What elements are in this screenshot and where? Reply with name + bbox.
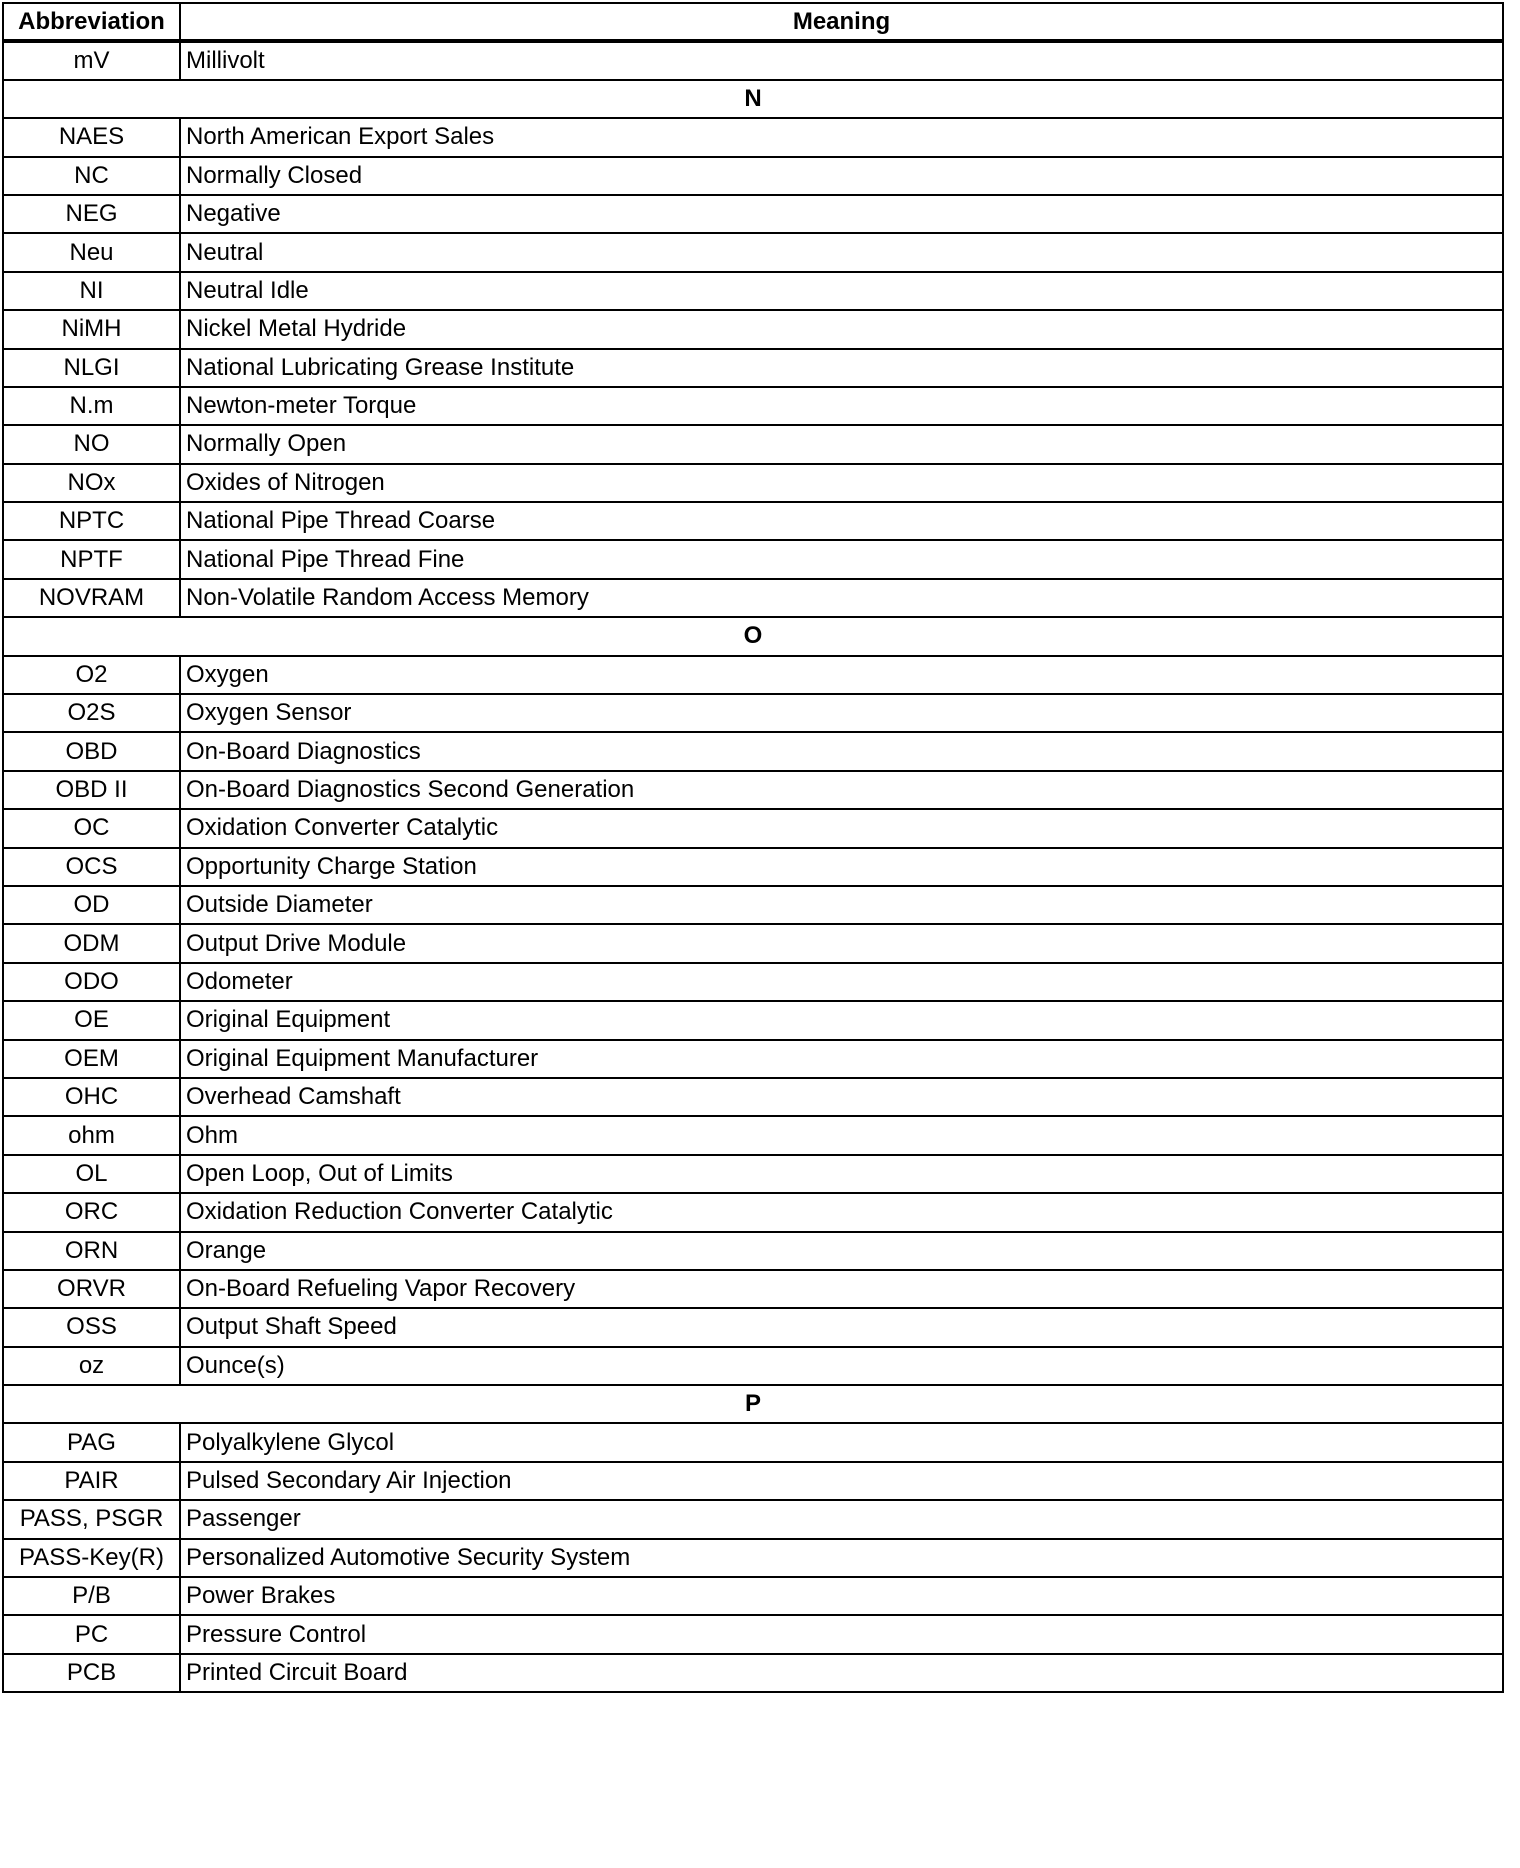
section-letter: N bbox=[3, 80, 1503, 118]
meaning-cell: Oxygen Sensor bbox=[180, 694, 1503, 732]
meaning-cell: National Lubricating Grease Institute bbox=[180, 349, 1503, 387]
table-row bbox=[3, 1654, 1503, 1692]
meaning-cell: Negative bbox=[180, 195, 1503, 233]
meaning-cell: Pulsed Secondary Air Injection bbox=[180, 1462, 1503, 1500]
abbreviation-cell: PAG bbox=[3, 1423, 180, 1461]
abbreviation-cell: O2S bbox=[3, 694, 180, 732]
header-meaning: Meaning bbox=[180, 3, 1503, 41]
table-row bbox=[3, 1423, 1503, 1461]
table-row bbox=[3, 848, 1503, 886]
table-row bbox=[3, 41, 1503, 79]
table-row bbox=[3, 656, 1503, 694]
abbreviation-cell: NPTF bbox=[3, 540, 180, 578]
meaning-cell: On-Board Diagnostics bbox=[180, 732, 1503, 770]
abbreviation-cell: OSS bbox=[3, 1308, 180, 1346]
table-row bbox=[3, 1116, 1503, 1154]
abbreviation-cell: O2 bbox=[3, 656, 180, 694]
abbreviation-cell: PC bbox=[3, 1615, 180, 1653]
table-row bbox=[3, 1347, 1503, 1385]
table-row bbox=[3, 387, 1503, 425]
abbreviation-cell: OD bbox=[3, 886, 180, 924]
meaning-cell: Ohm bbox=[180, 1116, 1503, 1154]
meaning-cell: Output Drive Module bbox=[180, 924, 1503, 962]
meaning-cell: Odometer bbox=[180, 963, 1503, 1001]
abbreviation-cell: NO bbox=[3, 425, 180, 463]
abbreviation-cell: OHC bbox=[3, 1078, 180, 1116]
meaning-cell: Printed Circuit Board bbox=[180, 1654, 1503, 1692]
table-row bbox=[3, 1462, 1503, 1500]
abbreviation-cell: ORN bbox=[3, 1232, 180, 1270]
table-row bbox=[3, 464, 1503, 502]
table-row bbox=[3, 579, 1503, 617]
table-row bbox=[3, 1078, 1503, 1116]
meaning-cell: Polyalkylene Glycol bbox=[180, 1423, 1503, 1461]
abbreviation-cell: NC bbox=[3, 157, 180, 195]
abbreviation-cell: N.m bbox=[3, 387, 180, 425]
section-row bbox=[3, 1385, 1503, 1423]
table-row bbox=[3, 1577, 1503, 1615]
abbreviation-cell: OEM bbox=[3, 1040, 180, 1078]
table-row bbox=[3, 272, 1503, 310]
meaning-cell: Power Brakes bbox=[180, 1577, 1503, 1615]
meaning-cell: North American Export Sales bbox=[180, 118, 1503, 156]
abbreviation-cell: NI bbox=[3, 272, 180, 310]
table-row bbox=[3, 195, 1503, 233]
meaning-cell: Normally Open bbox=[180, 425, 1503, 463]
table-row bbox=[3, 502, 1503, 540]
abbreviation-cell: NOx bbox=[3, 464, 180, 502]
table-row bbox=[3, 963, 1503, 1001]
meaning-cell: Millivolt bbox=[180, 41, 1503, 79]
table-row bbox=[3, 1539, 1503, 1577]
abbreviation-cell: NAES bbox=[3, 118, 180, 156]
abbreviation-cell: OL bbox=[3, 1155, 180, 1193]
meaning-cell: National Pipe Thread Coarse bbox=[180, 502, 1503, 540]
abbreviation-cell: OCS bbox=[3, 848, 180, 886]
abbreviation-cell: OC bbox=[3, 809, 180, 847]
meaning-cell: Outside Diameter bbox=[180, 886, 1503, 924]
meaning-cell: Newton-meter Torque bbox=[180, 387, 1503, 425]
abbreviation-cell: PASS, PSGR bbox=[3, 1500, 180, 1538]
table-row bbox=[3, 540, 1503, 578]
abbreviation-cell: NEG bbox=[3, 195, 180, 233]
abbreviation-cell: NPTC bbox=[3, 502, 180, 540]
abbreviation-cell: oz bbox=[3, 1347, 180, 1385]
table-row bbox=[3, 1001, 1503, 1039]
header-abbreviation: Abbreviation bbox=[3, 3, 180, 41]
meaning-cell: Open Loop, Out of Limits bbox=[180, 1155, 1503, 1193]
section-letter: P bbox=[3, 1385, 1503, 1423]
section-row bbox=[3, 617, 1503, 655]
abbreviation-cell: OE bbox=[3, 1001, 180, 1039]
meaning-cell: Normally Closed bbox=[180, 157, 1503, 195]
meaning-cell: Opportunity Charge Station bbox=[180, 848, 1503, 886]
table-body bbox=[3, 41, 1503, 1692]
table-row bbox=[3, 1155, 1503, 1193]
meaning-cell: Original Equipment bbox=[180, 1001, 1503, 1039]
abbreviation-cell: ODO bbox=[3, 963, 180, 1001]
table-row bbox=[3, 771, 1503, 809]
table-row bbox=[3, 1308, 1503, 1346]
meaning-cell: Nickel Metal Hydride bbox=[180, 310, 1503, 348]
meaning-cell: On-Board Refueling Vapor Recovery bbox=[180, 1270, 1503, 1308]
abbreviation-cell: OBD II bbox=[3, 771, 180, 809]
table-row bbox=[3, 809, 1503, 847]
meaning-cell: Oxides of Nitrogen bbox=[180, 464, 1503, 502]
meaning-cell: Oxygen bbox=[180, 656, 1503, 694]
section-row bbox=[3, 80, 1503, 118]
meaning-cell: Neutral bbox=[180, 233, 1503, 271]
meaning-cell: Passenger bbox=[180, 1500, 1503, 1538]
table-row bbox=[3, 694, 1503, 732]
table-row bbox=[3, 1193, 1503, 1231]
meaning-cell: Neutral Idle bbox=[180, 272, 1503, 310]
table-row bbox=[3, 349, 1503, 387]
table-row bbox=[3, 1500, 1503, 1538]
table-row bbox=[3, 924, 1503, 962]
table-row bbox=[3, 310, 1503, 348]
abbreviation-cell: NOVRAM bbox=[3, 579, 180, 617]
abbreviation-cell: mV bbox=[3, 41, 180, 79]
table-row bbox=[3, 118, 1503, 156]
abbreviation-cell: PCB bbox=[3, 1654, 180, 1692]
meaning-cell: Personalized Automotive Security System bbox=[180, 1539, 1503, 1577]
table-row bbox=[3, 1615, 1503, 1653]
abbreviation-cell: Neu bbox=[3, 233, 180, 271]
abbreviations-table bbox=[2, 2, 1504, 1693]
meaning-cell: Output Shaft Speed bbox=[180, 1308, 1503, 1346]
abbreviation-cell: ORC bbox=[3, 1193, 180, 1231]
section-letter: O bbox=[3, 617, 1503, 655]
meaning-cell: National Pipe Thread Fine bbox=[180, 540, 1503, 578]
table-row bbox=[3, 157, 1503, 195]
table-row bbox=[3, 1232, 1503, 1270]
meaning-cell: Oxidation Reduction Converter Catalytic bbox=[180, 1193, 1503, 1231]
table-row bbox=[3, 1270, 1503, 1308]
abbreviation-cell: NLGI bbox=[3, 349, 180, 387]
meaning-cell: Original Equipment Manufacturer bbox=[180, 1040, 1503, 1078]
meaning-cell: Orange bbox=[180, 1232, 1503, 1270]
abbreviation-cell: PASS-Key(R) bbox=[3, 1539, 180, 1577]
meaning-cell: Overhead Camshaft bbox=[180, 1078, 1503, 1116]
meaning-cell: Oxidation Converter Catalytic bbox=[180, 809, 1503, 847]
abbreviation-cell: PAIR bbox=[3, 1462, 180, 1500]
meaning-cell: Pressure Control bbox=[180, 1615, 1503, 1653]
header-row bbox=[3, 3, 1503, 41]
table-row bbox=[3, 1040, 1503, 1078]
table-row bbox=[3, 732, 1503, 770]
abbreviation-cell: OBD bbox=[3, 732, 180, 770]
abbreviation-cell: NiMH bbox=[3, 310, 180, 348]
abbreviation-cell: P/B bbox=[3, 1577, 180, 1615]
table-row bbox=[3, 425, 1503, 463]
abbreviation-cell: ORVR bbox=[3, 1270, 180, 1308]
abbreviation-cell: ODM bbox=[3, 924, 180, 962]
abbreviation-cell: ohm bbox=[3, 1116, 180, 1154]
meaning-cell: Non-Volatile Random Access Memory bbox=[180, 579, 1503, 617]
meaning-cell: Ounce(s) bbox=[180, 1347, 1503, 1385]
table-row bbox=[3, 886, 1503, 924]
table-row bbox=[3, 233, 1503, 271]
meaning-cell: On-Board Diagnostics Second Generation bbox=[180, 771, 1503, 809]
